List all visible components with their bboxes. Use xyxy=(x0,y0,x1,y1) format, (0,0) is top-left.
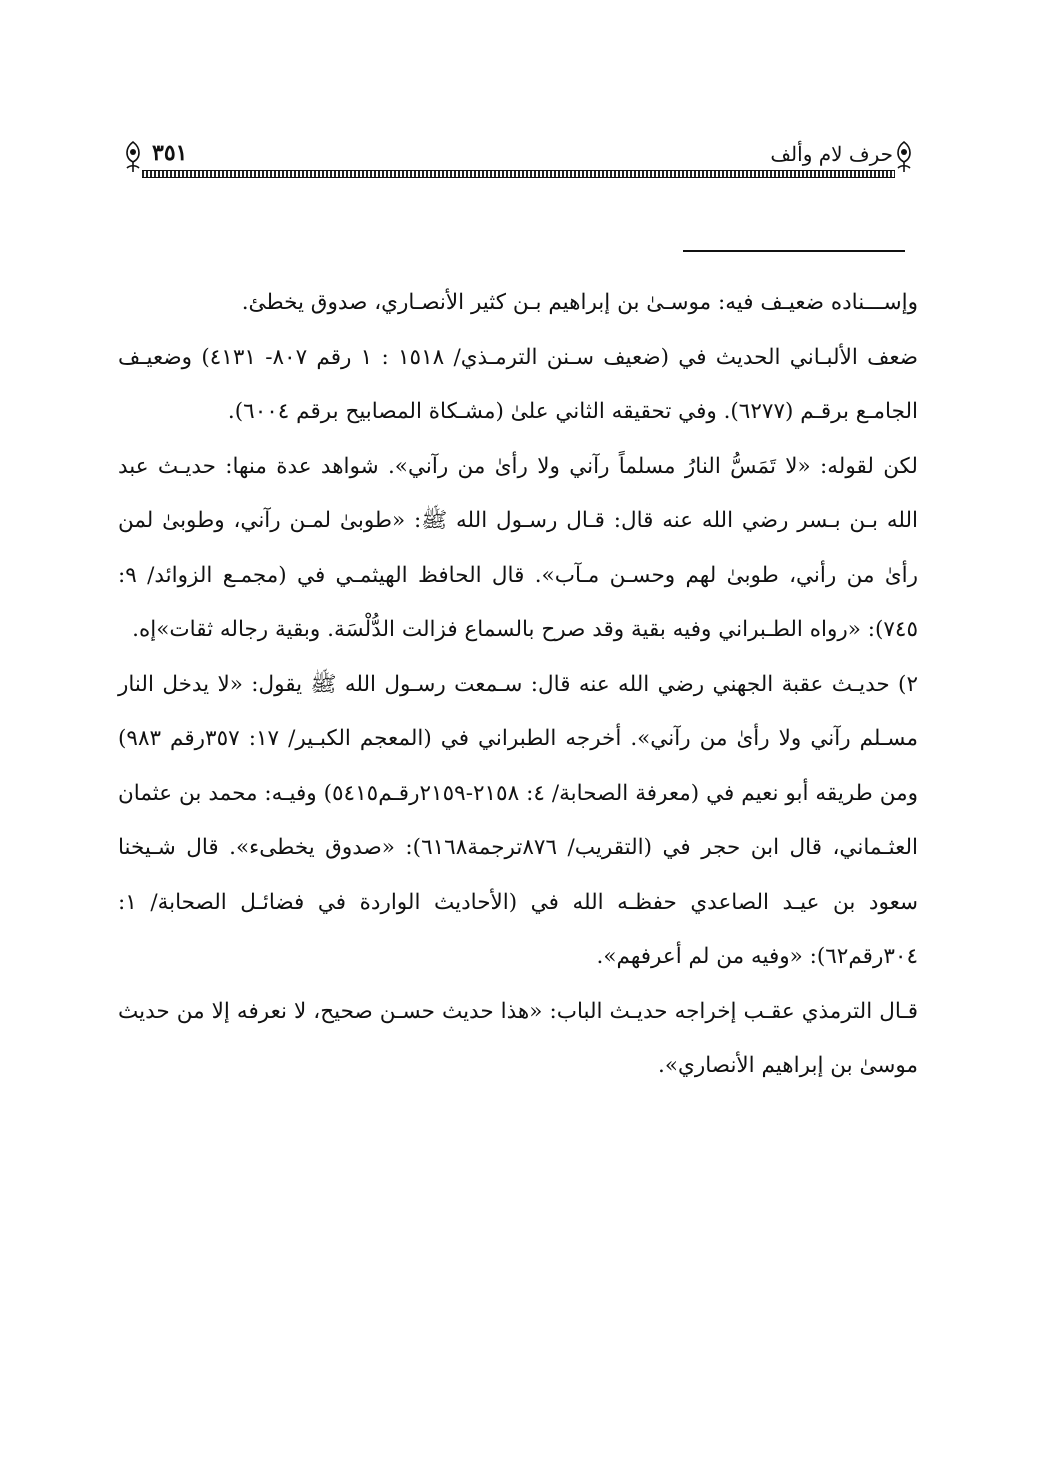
footnote-separator xyxy=(683,250,905,252)
paragraph: لكن لقوله: «لا تَمَسُّ النارُ مسلماً رآني ولا رأىٰ من رآني». شواهد عدة منها: حديـث عبد الله بـن بـسر رضي الله عنه قال: قـال رسـول الله ﷺ: «طوبىٰ لمـن رآني، وطوبىٰ لمن رأىٰ من رأني، طوبىٰ لهم وحسـن مـآب». قال الحافظ الهيثمـي في (مجمـع الزوائد/ ٩: ٧٤٥): «رواه الطـبراني وفيه بقية وقد صرح بالسماع فزالت الدُّلْسَة. وبقية رجاله ثقات»إه. xyxy=(118,453,918,642)
paragraph: ٢) حديـث عقبة الجهني رضي الله عنه قال: سـمعت رسـول الله ﷺ يقول: «لا يدخل النار مسـلم رآني ولا رأىٰ من رآني». أخرجه الطبراني في (المعجم الكبـير/ ١٧: ٣٥٧رقم ٩٨٣) ومن طريقه أبو نعيم في (معرفة الصحابة/ ٤: ٢١٥٨-٢١٥٩رقـم٥٤١٥) وفيـه: محمد بن عثمان العثـماني، قال ابن حجر في (التقريب/ ٨٧٦ترجمة٦١٦٨): «صدوق يخطىء». قال شـيخنا سعود بن عيـد الصاعدي حفظـه الله في (الأحاديث الواردة في فضائـل الصحابة/ ١: ٣٠٤رقم٦٢): «وفيه من لم أعرفهم». xyxy=(118,671,919,969)
paragraph: قـال الترمذي عقـب إخراجه حديـث الباب: «هذا حديث حسـن صحيح، لا نعرفه إلا من حديث موسىٰ بن إبراهيم الأنصاري». xyxy=(118,998,918,1078)
ornament-icon xyxy=(122,140,144,174)
header-divider xyxy=(142,170,895,178)
paragraph: ضعف الألبـاني الحديث في (ضعيف سـنن الترمـذي/ ١٥١٨ : ١ رقم ٨٠٧- ٤١٣١) وضعيـف الجامـع برقـم (٦٢٧٧). وفي تحقيقه الثاني علىٰ (مشـكاة المصابيح برقم ٦٠٠٤). xyxy=(118,344,918,424)
running-title: حرف لام وألف xyxy=(770,142,893,166)
page-number: ٣٥١ xyxy=(152,140,188,166)
ornament-icon xyxy=(893,140,915,174)
page-header xyxy=(122,140,915,180)
footnote-body xyxy=(118,276,918,1094)
paragraph: وإســـناده ضعيـف فيه: موسـىٰ بن إبراهيم بـن كثير الأنصـاري، صدوق يخطئ. xyxy=(241,290,918,315)
